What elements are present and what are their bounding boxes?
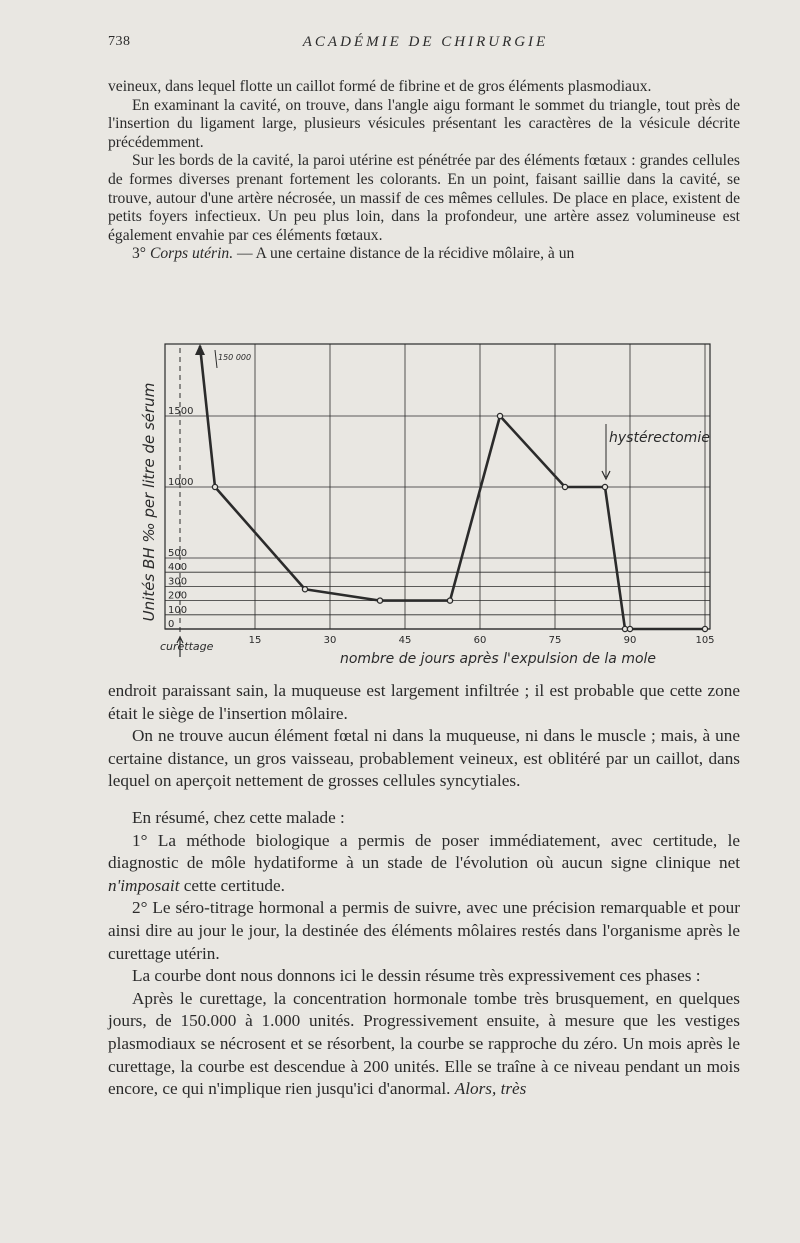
section-3-text: — A une certaine distance de la récidive môlaire, à un <box>233 245 575 263</box>
chart-series <box>195 344 708 632</box>
paragraph: veineux, dans lequel flotte un caillot formé de fibrine et de gros éléments plasmodiaux. <box>108 78 652 95</box>
y-tick-label: 500 <box>168 548 188 559</box>
running-title: ACADÉMIE DE CHIRURGIE <box>302 34 549 50</box>
y-tick-label: 1500 <box>168 406 194 417</box>
page-number: 738 <box>108 34 131 49</box>
hysterectomy-label: hystérectomie <box>609 430 710 446</box>
paragraph: endroit paraissant sain, la muqueuse est largement infiltrée ; il est probable que cette zone était le siège de l'insertion môlaire. <box>108 681 740 723</box>
chart-grid <box>165 344 710 649</box>
peak-value-label: 150 000 <box>218 353 252 362</box>
summary-point-4 <box>108 988 740 1101</box>
data-point <box>302 587 307 592</box>
summary-point-3: La courbe dont nous donnons ici le dessin résume très expressivement ces phases : <box>132 966 701 986</box>
x-tick-label: 45 <box>398 635 412 646</box>
y-tick-label: 400 <box>168 562 188 574</box>
x-tick-label: 75 <box>548 635 562 646</box>
y-tick-label: 300 <box>168 576 188 588</box>
data-point <box>447 598 452 603</box>
x-tick-label: 15 <box>248 635 262 646</box>
hormone-curve-chart <box>100 332 720 677</box>
data-point <box>497 413 502 418</box>
x-tick-label: 105 <box>695 635 715 646</box>
section-3-paragraph <box>108 245 740 264</box>
y-tick-label: 200 <box>168 590 188 602</box>
paragraph: Sur les bords de la cavité, la paroi utérine est pénétrée par des éléments fœtaux : grandes cellules de formes diverses prenant fortement les colorants. En un point, faisant saillie dans la cavité, se trouve, autour d'une artère nécrosée, un massif de ces mêmes cellules. De place en place, existent de petits foyers infectieux. Un peu plus loin, dans la profondeur, une artère assez volumineuse est également envahie par ces éléments fœtaux. <box>108 152 740 244</box>
x-axis-label: nombre de jours après l'expulsion de la mole <box>339 651 657 667</box>
series-arrowhead <box>195 344 205 355</box>
y-tick-label: 100 <box>168 604 188 616</box>
section-3-label: 3° <box>132 245 150 263</box>
chart-annotations <box>215 350 710 479</box>
x-origin-label: curettage <box>160 640 214 653</box>
y-tick-label: 1000 <box>168 477 194 488</box>
data-point <box>212 484 217 489</box>
section-3-title: Corps utérin. <box>149 245 234 263</box>
y-tick-label: 0 <box>168 619 175 630</box>
x-tick-label: 60 <box>473 635 487 646</box>
summary-point-1 <box>108 830 740 898</box>
summary-point-1-emphasis: n'imposait <box>108 875 180 895</box>
data-point <box>702 626 707 631</box>
chart-svg <box>100 332 720 677</box>
y-axis-label: Unités BH ‰ per litre de sérum <box>140 382 158 622</box>
data-point <box>627 626 632 631</box>
summary-point-4-emphasis: Alors, très <box>454 1079 527 1099</box>
paragraph: En examinant la cavité, on trouve, dans l'angle aigu formant le sommet du triangle, tout près de l'insertion du ligament large, plusieurs vésicules présentant les caractères de la vésicule décrite précédemment. <box>108 96 740 151</box>
x-tick-label: 30 <box>323 635 337 646</box>
peak-marker <box>215 350 217 368</box>
data-point <box>377 598 382 603</box>
top-text <box>108 78 740 264</box>
summary-intro: En résumé, chez cette malade : <box>132 807 345 827</box>
summary-point-2: 2° Le séro-titrage hormonal a permis de suivre, avec une précision remarquable et pour ainsi dire au jour le jour, la destinée des éléments môlaires restés dans l'organisme après le curettage utérin. <box>108 898 740 963</box>
lower-text <box>108 680 740 1101</box>
x-tick-label: 90 <box>623 635 637 646</box>
data-point <box>602 484 607 489</box>
data-point <box>562 484 567 489</box>
page-header <box>108 34 743 56</box>
summary-point-1-end: cette certitude. <box>179 875 285 895</box>
paragraph: On ne trouve aucun élément fœtal ni dans la muqueuse, ni dans le muscle ; mais, à une certaine distance, un gros vaisseau, probablement veineux, est oblitéré par un caillot, dans lequel on aperçoit nettement de grosses cellules syncytiales. <box>108 726 740 791</box>
summary-point-1-text: 1° La méthode biologique a permis de poser immédiatement, avec certitude, le diagnostic de môle hydatiforme à un stade de l'évolution où aucun signe clinique net <box>108 830 740 873</box>
summary-point-4-text: Après le curettage, la concentration hormonale tombe très brusquement, en quelques jours, de 150.000 à 1.000 unités. Progressivement ensuite, à mesure que les vestiges plasmodiaux se nécrosent et se résorbent, la courbe se rapproche du zéro. Un mois après le curettage, la courbe est descendue à 200 unités. Elle se traîne à ce niveau pendant un mois encore, ce qui n'implique rien jusqu'ici d'anormal. <box>108 988 740 1099</box>
